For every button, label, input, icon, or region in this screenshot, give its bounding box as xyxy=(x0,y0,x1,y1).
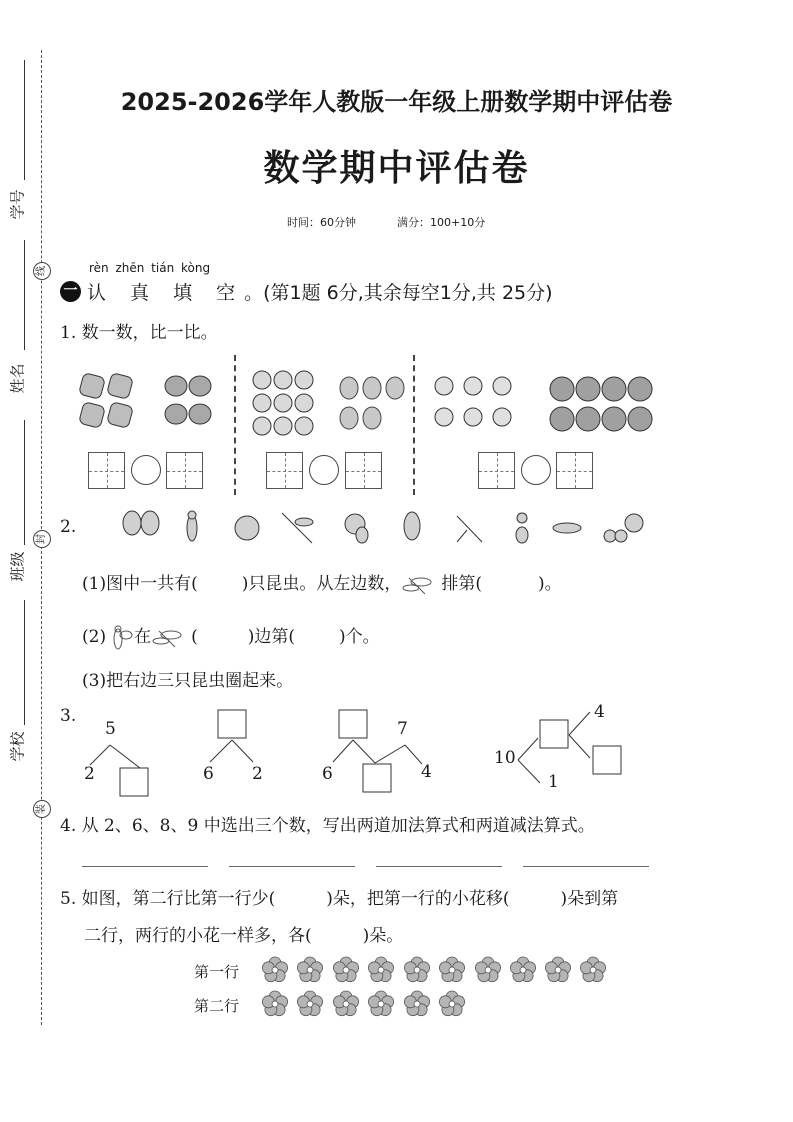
q3-t2-left: 6 xyxy=(203,764,214,784)
bee-icon xyxy=(106,625,134,651)
q2-insect-row xyxy=(122,508,652,548)
butterfly-icon xyxy=(123,511,159,535)
q2-sub1-text-a: (1)图中一共有( xyxy=(82,574,198,594)
q3-t3-left: 6 xyxy=(322,764,333,784)
dragonfly-icon xyxy=(401,574,441,596)
class-line xyxy=(24,420,25,545)
q3-t3-answer-box-top[interactable] xyxy=(339,710,367,738)
q5-flower-rows xyxy=(260,956,620,1020)
q4-answer-line-4[interactable] xyxy=(523,866,649,867)
q1-g3-compare-circle[interactable] xyxy=(521,455,551,485)
q1-g2-answer-box-left[interactable] xyxy=(266,452,303,489)
moth-icon xyxy=(404,512,420,540)
section-score-note: 。(第1题 6分,其余每空1分,共 25分) xyxy=(244,282,553,304)
dragonfly-icon xyxy=(282,513,313,543)
q1-g3-answer-box-right[interactable] xyxy=(556,452,593,489)
q3-t3-answer-box-mid[interactable] xyxy=(363,764,391,792)
q4-answer-line-2[interactable] xyxy=(229,866,355,867)
ladybug-icon xyxy=(235,516,259,540)
seal-xian: 线 xyxy=(33,262,51,280)
q5-row1-label: 第一行 xyxy=(194,963,240,981)
q5-row2-label: 第二行 xyxy=(194,997,240,1015)
q2-sub2-text-c: ( xyxy=(191,627,198,647)
score-label: 满分：100+10分 xyxy=(397,216,486,229)
q3-number: 3. xyxy=(60,706,77,726)
q2-sub1-text-c: 排第( xyxy=(441,574,482,594)
time-label: 时间：60分钟 xyxy=(287,216,356,229)
q1-group1-pictures xyxy=(78,372,208,430)
pear-icon xyxy=(340,377,404,429)
mantis-icon xyxy=(457,516,482,542)
section-pinyin: rèn zhēn tián kòng xyxy=(89,261,211,275)
seal-feng: 封 xyxy=(33,530,51,548)
q4-prompt: 4. 从 2、6、8、9 中选出三个数，写出两道加法算式和两道减法算式。 xyxy=(60,816,595,836)
q3-t2-right: 2 xyxy=(252,764,263,784)
q2-sub3: (3)把右边三只昆虫圈起来。 xyxy=(82,671,294,691)
q2-sub1 xyxy=(82,569,562,596)
firefly-icon xyxy=(345,514,368,543)
q1-group2-pictures xyxy=(252,368,412,438)
school-label: 学校 xyxy=(8,731,27,762)
mooncake-icon xyxy=(165,376,211,424)
q3-t3-right: 4 xyxy=(421,762,432,782)
q3-t4-lower: 1 xyxy=(548,772,559,792)
seal-zhuang: 装 xyxy=(33,800,51,818)
q1-g2-compare-circle[interactable] xyxy=(309,455,339,485)
q2-sub2-text-a: (2) xyxy=(82,627,107,647)
q3-t1-top: 5 xyxy=(105,719,116,739)
q1-g1-answer-box-right[interactable] xyxy=(166,452,203,489)
dragonfly-icon xyxy=(151,627,191,649)
q2-sub2-text-b: 在 xyxy=(134,627,152,647)
q2-number: 2. xyxy=(60,517,77,537)
caterpillar-icon xyxy=(604,514,643,542)
q5-line1: 5. 如图，第二行比第一行少( )朵，把第一行的小花移( )朵到第 xyxy=(60,889,619,909)
student-id-label: 学号 xyxy=(8,189,27,220)
q2-sub1-text-b: )只昆虫。从左边数， xyxy=(241,574,402,594)
q2-sub2-text-d: )边第( xyxy=(247,627,295,647)
q1-divider-2 xyxy=(413,355,415,495)
q3-t2-answer-box[interactable] xyxy=(218,710,246,738)
q3-t4-answer-box-upper[interactable] xyxy=(540,720,568,748)
q3-t1-left: 2 xyxy=(84,764,95,784)
q3-t3-top2: 7 xyxy=(397,719,408,739)
q2-sub2-text-e: )个。 xyxy=(339,627,380,647)
school-line xyxy=(24,600,25,725)
section-header xyxy=(60,278,553,305)
ant-icon xyxy=(435,377,511,426)
q3-t4-upper-branch: 4 xyxy=(594,702,605,722)
grasshopper-icon xyxy=(553,523,581,533)
name-label: 姓名 xyxy=(8,363,27,394)
q1-group3-pictures xyxy=(432,372,657,434)
class-label: 班级 xyxy=(8,551,27,582)
q1-g2-answer-box-right[interactable] xyxy=(345,452,382,489)
section-title: 认 真 填 空 xyxy=(87,282,245,304)
q1-g3-answer-box-left[interactable] xyxy=(478,452,515,489)
apple-icon xyxy=(253,371,313,435)
q3-t1-answer-box[interactable] xyxy=(120,768,148,796)
flower-icon xyxy=(262,957,605,1016)
gift-icon xyxy=(79,373,134,429)
q1-prompt: 1. 数一数，比一比。 xyxy=(60,323,218,343)
q4-answer-line-3[interactable] xyxy=(376,866,502,867)
ladybug-icon xyxy=(550,377,652,431)
q3-t4-answer-box-lower[interactable] xyxy=(593,746,621,774)
exam-title: 2025-2026学年人教版一年级上册数学期中评估卷 xyxy=(120,88,673,116)
q3-decomposition-trees xyxy=(70,700,670,800)
ant-icon xyxy=(516,513,528,543)
q3-t4-root: 10 xyxy=(494,748,516,768)
exam-subtitle: 数学期中评估卷 xyxy=(263,148,530,189)
q1-g1-answer-box-left[interactable] xyxy=(88,452,125,489)
q1-g1-compare-circle[interactable] xyxy=(131,455,161,485)
q2-sub2 xyxy=(82,622,380,651)
q2-sub1-text-d: )。 xyxy=(538,574,562,594)
name-line xyxy=(24,240,25,350)
q4-answer-line-1[interactable] xyxy=(82,866,208,867)
section-number-badge: 一 xyxy=(60,281,81,302)
bee-icon xyxy=(187,511,197,541)
q5-line2: 二行，两行的小花一样多，各( )朵。 xyxy=(84,926,404,946)
q1-divider-1 xyxy=(234,355,236,495)
